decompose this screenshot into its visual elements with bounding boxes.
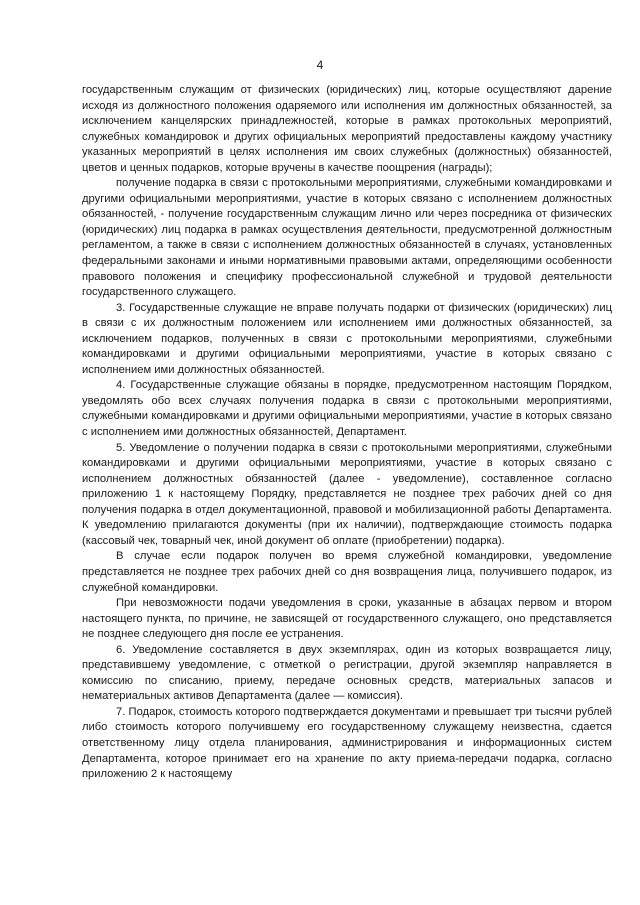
document-body bbox=[82, 83, 612, 783]
paragraph: При невозможности подачи уведомления в сроки, указанные в абзацах первом и втором настоящего пункта, по причине, не зависящей от государственного служащего, оно представляется не позднее следующего дня после ее устранения. bbox=[82, 597, 612, 641]
paragraph: 5. Уведомление о получении подарка в связи с протокольными мероприятиями, служебными командировками и другими официальными мероприятиями, участие в которых связано с исполнением должностных обязанностей (далее - уведомление), составленное согласно приложению 1 к настоящему Порядку, представляется не позднее трех рабочих дней со дня получения подарка в отдел документационной, правовой и мобилизационной работы Департамента. К уведомлению прилагаются документы (при их наличии), подтверждающие стоимость подарка (кассовый чек, товарный чек, иной документ об оплате (приобретении) подарка). bbox=[82, 441, 612, 547]
paragraph: 6. Уведомление составляется в двух экземплярах, один из которых возвращается лицу, представившему уведомление, с отметкой о регистрации, другой экземпляр направляется в комиссию по списанию, приему, передаче основных средств, материальных запасов и нематериальных активов Департамента (далее — комиссия). bbox=[82, 643, 612, 703]
paragraph: 3. Государственные служащие не вправе получать подарки от физических (юридических) лиц в связи с их должностным положением или исполнением ими должностных обязанностей, за исключением подарков, полученных в связи с протокольными мероприятиями, служебными командировками и другими официальными мероприятиями, участие в которых связано с исполнением ими должностных обязанностей. bbox=[82, 301, 612, 376]
paragraph: государственным служащим от физических (юридических) лиц, которые осуществляют дарение исходя из должностного положения одаряемого или исполнения им должностных обязанностей, за исключением канцелярских принадлежностей, которые в рамках протокольных мероприятий, служебных командировок и других официальных мероприятий предоставлены каждому участнику указанных мероприятий в целях исполнения им своих служебных (должностных) обязанностей, цветов и ценных подарков, которые вручены в качестве поощрения (награды); bbox=[82, 84, 612, 174]
paragraph: 7. Подарок, стоимость которого подтверждается документами и превышает три тысячи рублей либо стоимость которого получившему его государственному служащему неизвестна, сдается ответственному лицу отдела планирования, администрирования и информационных систем Департамента, которое принимает его на хранение по акту приема-передачи подарка, согласно приложению 2 к настоящему bbox=[82, 705, 612, 781]
page-number: 4 bbox=[316, 58, 324, 72]
paragraph: 4. Государственные служащие обязаны в порядке, предусмотренном настоящим Порядком, уведомлять обо всех случаях получения подарка в связи с протокольными мероприятиями, служебными командировками и другими официальными мероприятиями, участие в которых связано с исполнением ими должностных обязанностей, Департамент. bbox=[82, 379, 612, 439]
paragraph: получение подарка в связи с протокольными мероприятиями, служебными командировками и другими официальными мероприятиями, участие в которых связано с исполнением должностных обязанностей, - получение государственным служащим лично или через посредника от физических (юридических) лиц подарка в рамках осуществления деятельности, предусмотренной должностным регламентом, а также в связи с исполнением должностных обязанностей в случаях, установленных федеральными законами и иными нормативными правовыми актами, определяющими особенности правового положения и специфику профессиональной служебной и трудовой деятельности государственного служащего. bbox=[82, 177, 612, 299]
paragraph: В случае если подарок получен во время служебной командировки, уведомление представляется не позднее трех рабочих дней со дня возвращения лица, получившего подарок, из служебной командировки. bbox=[82, 550, 612, 594]
